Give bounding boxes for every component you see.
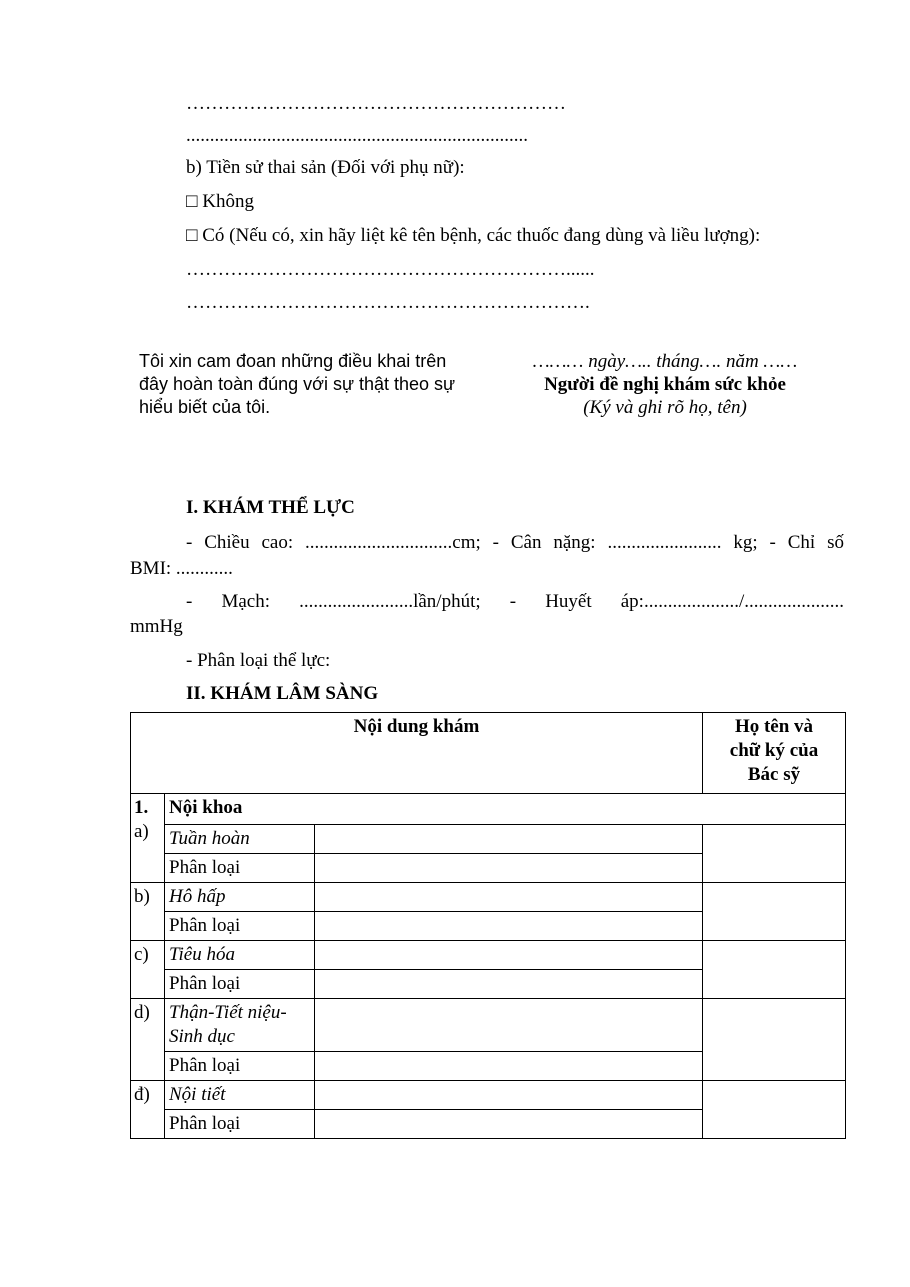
dotted-line-3: ……………………………………………………...... [186, 259, 595, 280]
bmi-line: BMI: ............ [130, 558, 233, 579]
doctor-sign-cell [703, 999, 846, 1081]
dotted-line-1: …………………………………………………… [186, 93, 566, 114]
dotted-line-4: ………………………………………………………. [186, 292, 590, 313]
exam-item-name: Tiêu hóa [165, 941, 315, 970]
row-index: d) [134, 1002, 150, 1023]
commitment-line-3: hiểu biết của tôi. [139, 397, 271, 417]
classification-label: Phân loại [165, 970, 315, 999]
exam-item-name: Hô hấp [165, 883, 315, 912]
classification-label: Phân loại [165, 854, 315, 883]
section-title: Nội khoa [165, 794, 846, 825]
table-row [131, 999, 846, 1052]
signature-date: ……… ngày….. tháng…. năm …… [532, 351, 798, 372]
doctor-sign-cell [703, 825, 846, 883]
table-row [131, 825, 846, 854]
classification-cell [315, 1052, 703, 1081]
classification-cell [315, 912, 703, 941]
header-doctor-line-1: Họ tên và [734, 716, 814, 737]
section-index-cell [131, 794, 165, 1139]
section-row [131, 794, 846, 825]
section-index: 1. [134, 797, 149, 818]
doctor-sign-cell [703, 1081, 846, 1139]
exam-item-name: Nội tiết [165, 1081, 315, 1110]
classification-label: Phân loại [165, 1052, 315, 1081]
signature-block [500, 350, 830, 419]
exam-result-cell [315, 825, 703, 854]
classification-label: Phân loại [165, 1110, 315, 1139]
group-divider [130, 998, 165, 999]
physical-exam-heading: I. KHÁM THỂ LỰC [186, 497, 355, 518]
commitment-line-1: Tôi xin cam đoan những điều khai trên [139, 351, 447, 371]
commitment-line-2: đây hoàn toàn đúng với sự thật theo sự [139, 374, 456, 394]
classification-label: Phân loại [165, 912, 315, 941]
doctor-sign-cell [703, 941, 846, 999]
obstetric-history-heading: b) Tiền sử thai sản (Đối với phụ nữ): [186, 157, 465, 178]
clinical-exam-heading: II. KHÁM LÂM SÀNG [186, 683, 379, 704]
header-content: Nội dung khám [131, 713, 703, 794]
exam-item-name: Thận-Tiết niệu-Sinh dục [165, 999, 315, 1052]
exam-result-cell [315, 999, 703, 1052]
row-index-a: a) [134, 821, 149, 842]
doctor-sign-cell [703, 883, 846, 941]
signature-title: Người đề nghị khám sức khỏe [544, 374, 786, 395]
classification-cell [315, 854, 703, 883]
row-index: đ) [134, 1084, 150, 1105]
dotted-line-2: ........................................................................ [186, 125, 528, 146]
commitment-statement [139, 350, 489, 419]
table-row [131, 941, 846, 970]
row-index: c) [134, 944, 149, 965]
header-doctor-line-3: Bác sỹ [747, 764, 801, 785]
group-divider [130, 882, 165, 883]
header-doctor [703, 713, 846, 794]
exam-item-name: Tuần hoàn [165, 825, 315, 854]
mmhg-line: mmHg [130, 616, 183, 637]
height-weight-line: - Chiều cao: ...............................cm; - Cân nặng: ........................ kg; - Chỉ số [186, 532, 844, 553]
group-divider [130, 1080, 165, 1081]
table-row [131, 1081, 846, 1110]
table-row [131, 883, 846, 912]
exam-result-cell [315, 1081, 703, 1110]
option-no: □ Không [186, 191, 254, 212]
header-doctor-line-2: chữ ký của [729, 740, 819, 761]
exam-result-cell [315, 883, 703, 912]
row-index: b) [134, 886, 150, 907]
signature-note: (Ký và ghi rõ họ, tên) [583, 397, 747, 418]
physical-classification: - Phân loại thể lực: [186, 650, 331, 671]
clinical-exam-table [130, 712, 846, 1139]
option-yes: □ Có (Nếu có, xin hãy liệt kê tên bệnh, các thuốc đang dùng và liều lượng): [186, 225, 761, 246]
group-divider [130, 940, 165, 941]
classification-cell [315, 970, 703, 999]
classification-cell [315, 1110, 703, 1139]
exam-result-cell [315, 941, 703, 970]
table-header-row [131, 713, 846, 794]
pulse-bp-line: - Mạch: ........................lần/phút; - Huyết áp:..................../..................... [186, 591, 844, 612]
